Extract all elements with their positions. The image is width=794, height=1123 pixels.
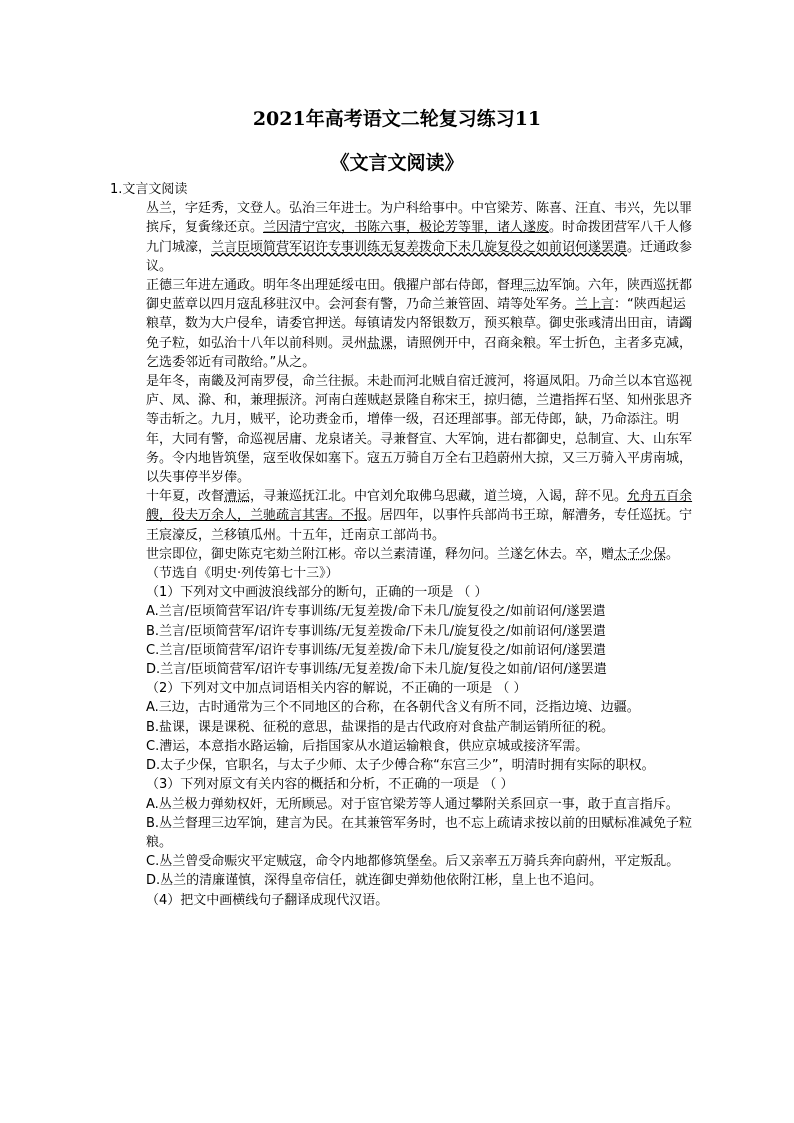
source-citation: （节选自《明史·列传第七十三》） — [146, 566, 339, 582]
underlined-sentence-2: 允舟五百余艘，役夫万余人，兰驰疏言其害。不报 — [146, 489, 693, 524]
underlined-sentence-1: 兰因清宁宫灾，书陈六事，极论芳等罪，诸人遂废 — [263, 220, 550, 236]
passage-paragraph-2 — [118, 276, 698, 372]
text-run: 。居四年，以事忤兵部尚书王琼，解漕务，专任巡抚。宁王宸濠反，兰移镇瓜州。十五年，迁南京工部尚书。 — [146, 508, 693, 543]
passage-paragraph-5 — [118, 545, 698, 564]
question-1-option-b: B.兰言/臣顷简营军/诏许专事训练/无复差拨命/下未几/旋复役之/如前诏何/遂罢遣 — [146, 623, 606, 639]
question-4: （4）把文中画横线句子翻译成现代汉语。 — [146, 892, 389, 908]
wavy-underlined-sentence: 兰言臣顷简营军诏许专事训练无复差拨命下未几旋复役之如前诏何遂罢遣 — [211, 239, 628, 255]
question-1-option-d: D.兰言/臣顷简营军/诏许专事训练/无复差拨/命下未几旋/复役之如前/诏何/遂罢遣 — [146, 662, 607, 678]
text-run: 十年夏，改督 — [146, 489, 225, 505]
dotted-term-caoyun: 漕运 — [224, 489, 251, 505]
text-run: ，请照例开中，召商籴粮。军士折色，主者多克减，乞选委邻近有司散给。”从之。 — [146, 335, 693, 370]
question-1: （1）下列对文中画波浪线部分的断句，正确的一项是 （ ） — [146, 585, 488, 601]
text-run: ：“陕西起运粮草，数为大户侵牟，请委官押送。每镇请发内帑银数万，预买粮草。御史张彧清出田亩，请蠲免子粒，如弘治十八年以前科则。灵州 — [146, 297, 693, 351]
passage-paragraph-3: 是年冬，南畿及河南罗侵，命兰往振。未赴而河北贼自宿迁渡河，将逼凤阳。乃命兰以本官巡视庐、凤、滁、和，兼理振济。河南白莲贼赵景隆自称宋王，掠归德，兰遣指挥石坚、知州张思齐等击斩之。九月，贼平，论功赉金币，增俸一级，召还理部事。部无侍郎，缺，乃命添注。明年，大同有警，命巡视居庸、龙泉诸关。寻兼督宣、大军饷，进右都御史，总制宣、大、山东军务。令内地皆筑堡，寇至收保如塞下。寇五万骑自万全右卫趋蔚州大掠，又三万骑入平虏南城，以失事停半岁俸。 — [146, 374, 693, 486]
question-3-option-a: A.丛兰极力弹劾权奸，无所顾忌。对于宦官梁芳等人通过攀附关系回京一事，敢于直言指斥。 — [146, 796, 679, 812]
text-run: 军饷。六年，陕西巡抚都御史蓝章以四月寇乱移驻汉中。会河套有警，乃命兰兼管固、靖等处军务。 — [146, 278, 693, 313]
text-run: 丛兰，字廷秀，文登人。弘治三年进士。为户科给事中。中官梁芳、陈喜、汪直、韦兴，先以罪摈斥，复夤缘还京。 — [146, 201, 693, 236]
text-run: 正德三年进左通政。明年冬出理延绥屯田。俄擢户部右侍郎，督理 — [146, 278, 524, 294]
underlined-text: 兰上言 — [575, 297, 615, 313]
question-1-option-c: C.兰言/臣顷简营军/诏许专事训练/无复差拨/命下未几/旋复役之/如前诏何/遂罢遣 — [146, 642, 606, 658]
text-run: 。迁通政参议。 — [146, 239, 693, 274]
document-body — [110, 180, 698, 910]
question-3: （3）下列对原文有关内容的概括和分析，不正确的一项是 （ ） — [146, 777, 514, 793]
text-run: 世宗即位，御史陈克宅劾兰附江彬。帝以兰素清谨，释勿问。兰遂乞休去。卒，赠 — [146, 546, 615, 562]
dotted-term-sanbian: 三边 — [523, 278, 550, 294]
dotted-term-taizishaobao: 太子少保 — [614, 546, 667, 562]
dotted-term-yanke: 盐课 — [367, 335, 394, 351]
question-1-option-a: A.兰言/臣顷简营军诏/许专事训练/无复差拨/命下未几/旋复役之/如前诏何/遂罢遣 — [146, 604, 606, 620]
passage-paragraph-4 — [118, 487, 698, 545]
question-3-option-d: D.丛兰的清廉谨慎，深得皇帝信任，就连御史弹劾他依附江彬，皇上也不追问。 — [146, 873, 603, 889]
question-2-option-d: D.太子少保，官职名，与太子少师、太子少傅合称“东宫三少”，明清时拥有实际的职权。 — [146, 758, 655, 774]
question-3-option-b: B.丛兰督理三边军饷，建言为民。在其兼管军务时，也不忘上疏请求按以前的田赋标准减免子粒粮。 — [146, 815, 693, 850]
question-3-option-c: C.丛兰曾受命赈灾平定贼寇，命令内地都修筑堡垒。后又亲率五万骑兵奔向蔚州，平定叛乱。 — [146, 854, 680, 870]
text-run: 。 — [666, 546, 680, 562]
section-heading: 1.文言文阅读 — [110, 182, 188, 197]
page-subtitle: 《文言文阅读》 — [330, 152, 464, 174]
passage-paragraph-1 — [118, 199, 698, 276]
page-title: 2021年高考语文二轮复习练习11 — [252, 108, 542, 130]
text-run: ，寻兼巡抚江北。中官刘允取佛乌思藏，道兰境，入谒，辞不见。 — [250, 489, 628, 505]
question-2: （2）下列对文中加点词语相关内容的解说，不正确的一项是 （ ） — [146, 681, 527, 697]
text-run: 。时命拨团营军八千人修九门城濠， — [146, 220, 693, 255]
question-2-option-b: B.盐课，课是课税、征税的意思，盐课指的是古代政府对食盐产制运销所征的税。 — [146, 719, 615, 735]
question-2-option-c: C.漕运，本意指水路运输，后指国家从水道运输粮食，供应京城或接济军需。 — [146, 738, 589, 754]
question-2-option-a: A.三边，古时通常为三个不同地区的合称，在各朝代含义有所不同，泛指边境、边疆。 — [146, 700, 640, 716]
